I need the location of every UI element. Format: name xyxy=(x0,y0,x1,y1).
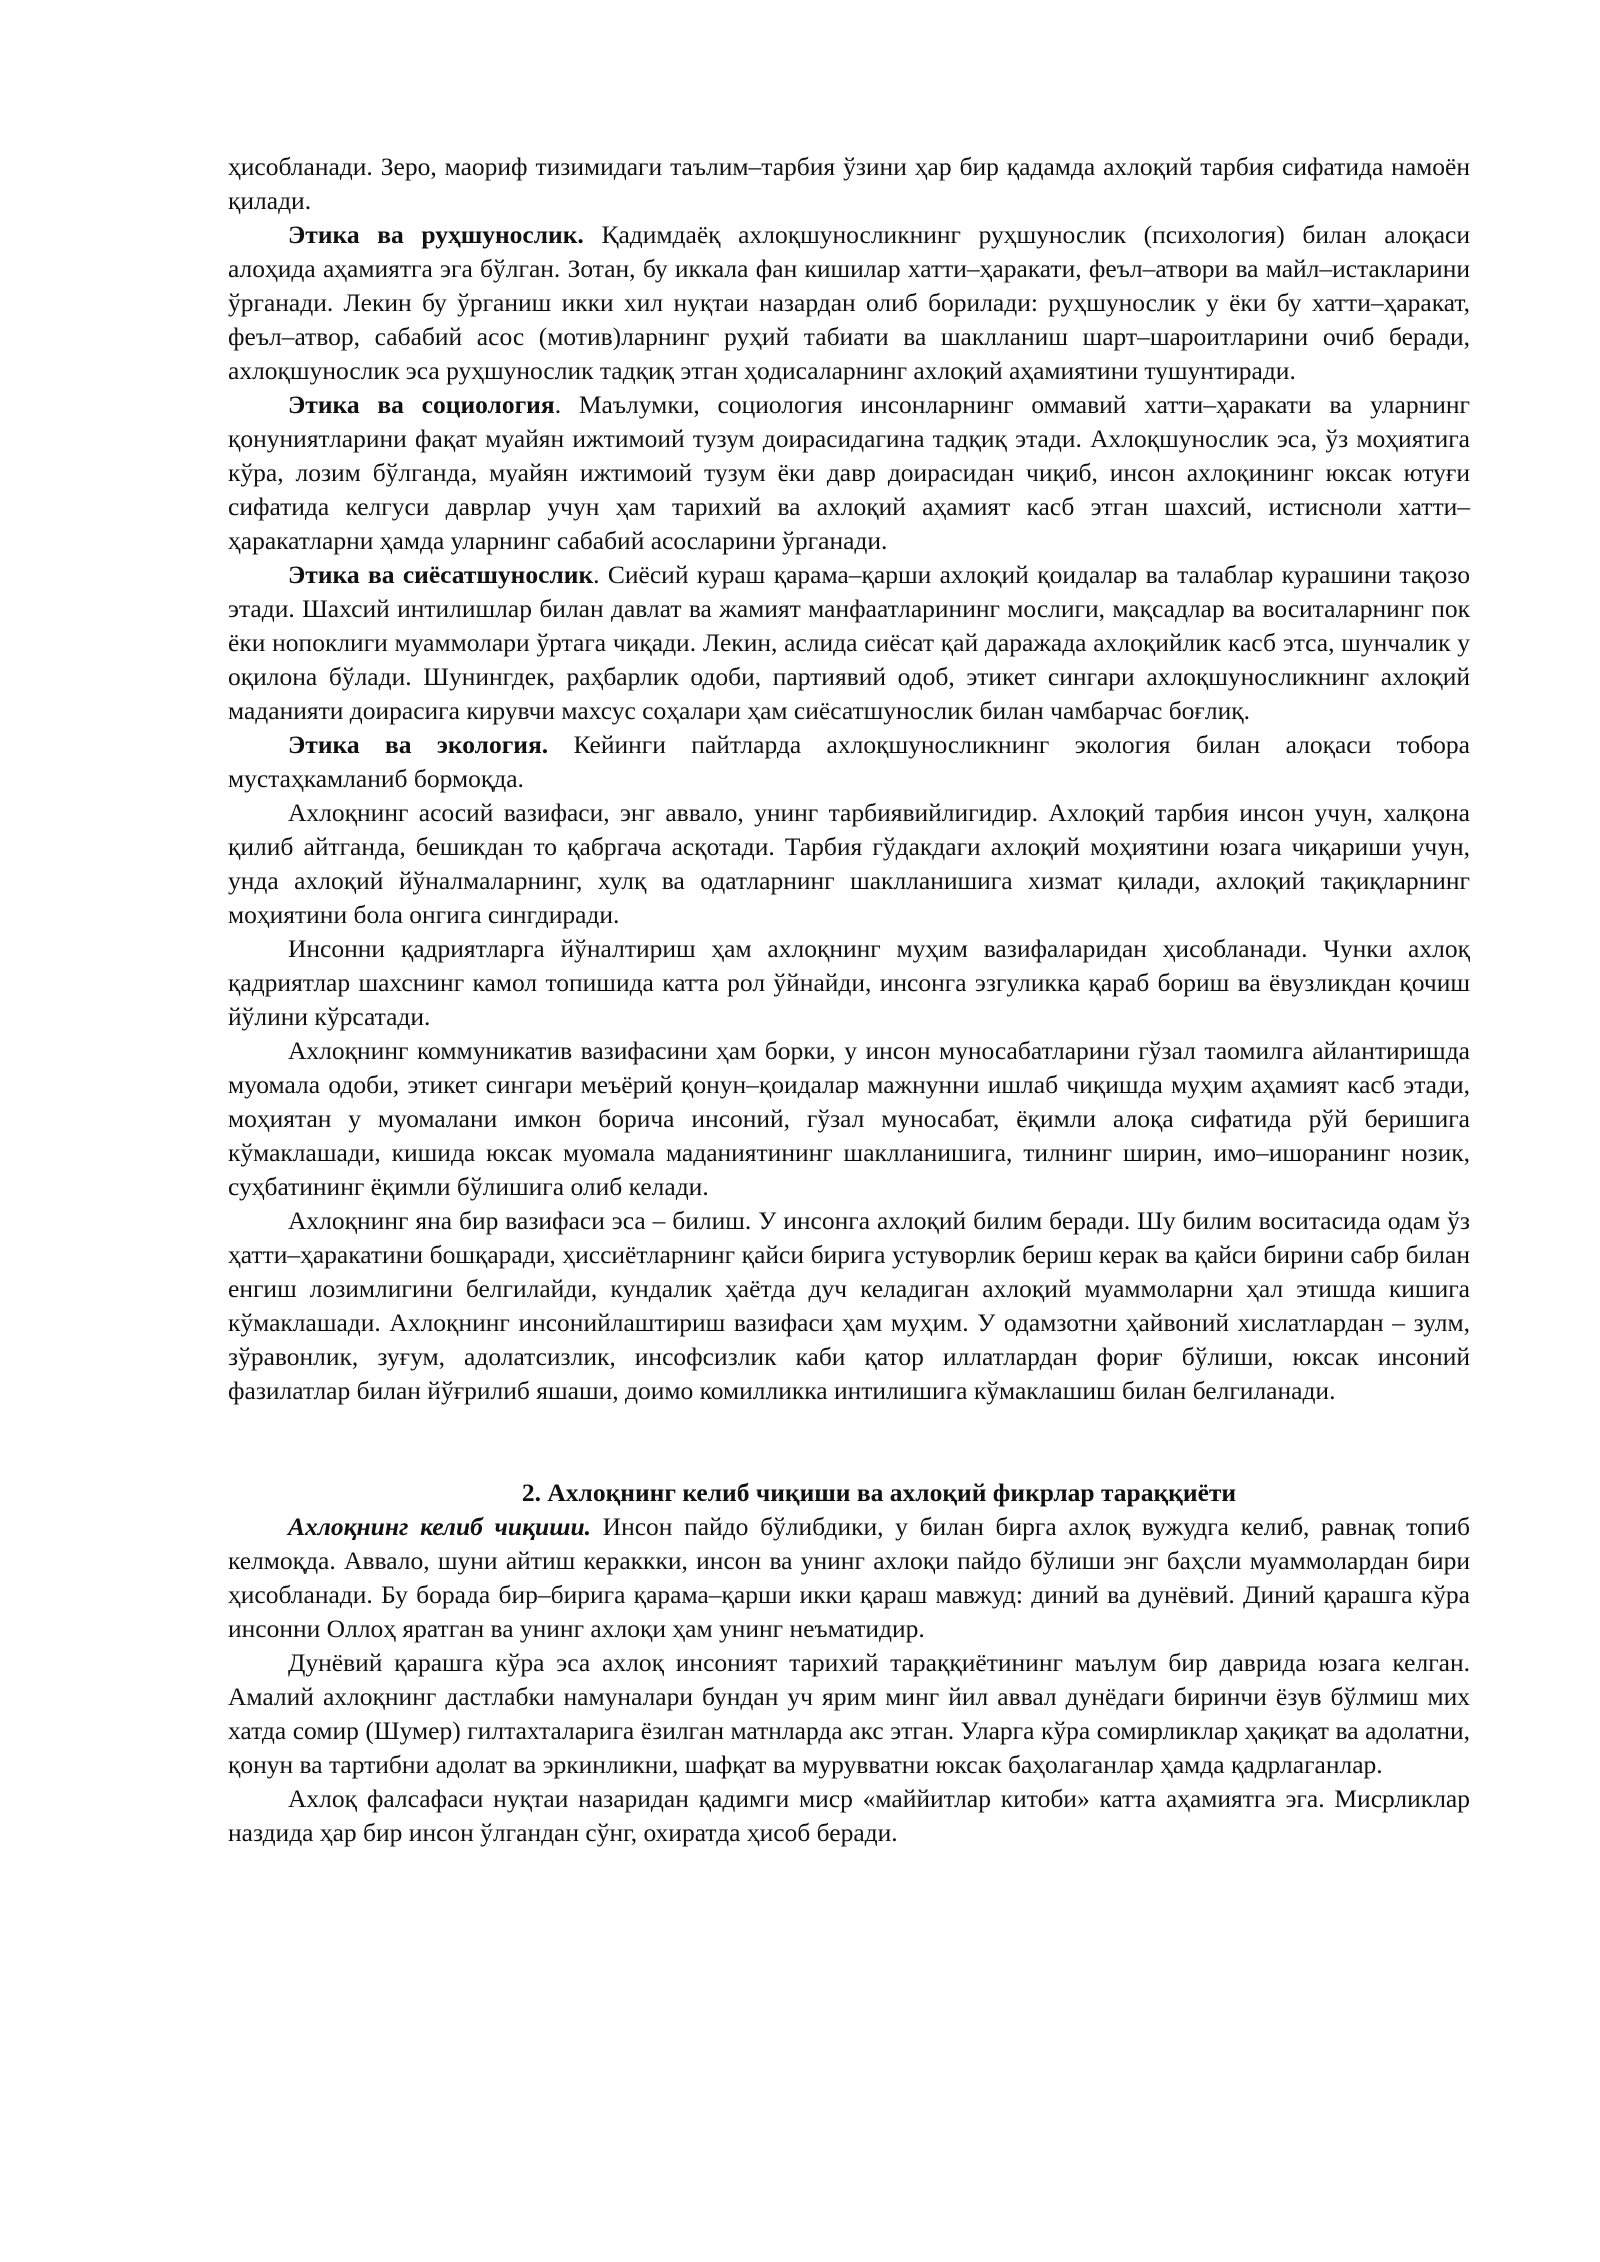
paragraph-lead: Этика ва экология. xyxy=(288,730,549,759)
paragraph-text: . Сиёсий кураш қарама–қарши ахлоқий қоидалар ва талаблар курашини тақозо этади. Шахсий интилишлар билан давлат ва жамият манфаатларининг мослиги, мақсадлар ва воситаларнинг пок ёки нопоклиги муаммолари ўртага чиқади. Лекин, аслида сиёсат қай даражада ахлоқийлик касб этса, шунчалик у оқилона бўлади. Шунингдек, раҳбарлик одоби, партиявий одоб, этикет сингари ахлоқшуносликнинг ахлоқий маданияти доирасига кирувчи махсус соҳалари ҳам сиёсатшунослик билан чамбарчас боғлиқ. xyxy=(228,560,1470,725)
paragraph-ethics-psychology xyxy=(228,218,1470,388)
paragraph-secular-view xyxy=(228,1646,1470,1782)
section-heading: 2. Ахлоқнинг келиб чиқиши ва ахлоқий фикрлар тараққиёти xyxy=(521,1478,1237,1507)
paragraph-lead: Этика ва сиёсатшунослик xyxy=(288,560,594,589)
paragraph-text: Дунёвий қарашга кўра эса ахлоқ инсоният тарихий тараққиётининг маълум бир даврида юзага келган. Амалий ахлоқнинг дастлабки намуналари бундан уч ярим минг йил аввал дунёдаги биринчи ёзув бўлмиш мих хатда сомир (Шумер) гилтахталарига ёзилган матнларда акс этган. Уларга кўра сомирликлар ҳақиқат ва адолатни, қонун ва тартибни адолат ва эркинликни, шафқат ва мурувватни юксак баҳолаганлар ҳамда қадрлаганлар. xyxy=(228,1648,1470,1779)
paragraph-ethics-ecology xyxy=(228,728,1470,796)
paragraph-continuation xyxy=(228,150,1470,218)
paragraph-text: ҳисобланади. Зеро, маориф тизимидаги таълим–тарбия ўзини ҳар бир қадамда ахлоқий тарбия сифатида намоён қилади. xyxy=(228,152,1470,215)
paragraph-text: Кейинги пайтларда ахлоқшуносликнинг экология билан алоқаси тобора мустаҳкамланиб бормоқда. xyxy=(228,730,1470,793)
paragraph-lead: Ахлоқнинг келиб чиқиши. xyxy=(288,1512,592,1541)
paragraph-communicative-function xyxy=(228,1034,1470,1204)
document-page xyxy=(228,150,1470,1850)
paragraph-text: Инсон пайдо бўлибдики, у билан бирга ахлоқ вужудга келиб, равнақ топиб келмоқда. Аввало, шуни айтиш кераккки, инсон ва унинг ахлоқи пайдо бўлиши энг баҳсли муаммолардан бири ҳисобланади. Бу борада бир–бирига қарама–қарши икки қараш мавжуд: диний ва дунёвий. Диний қарашга кўра инсонни Оллоҳ яратган ва унинг ахлоқи ҳам унинг неъматидир. xyxy=(228,1512,1470,1643)
paragraph-values-function xyxy=(228,932,1470,1034)
paragraph-egypt xyxy=(228,1782,1470,1850)
paragraph-text: Ахлоқ фалсафаси нуқтаи назаридан қадимги миср «маййитлар китоби» катта аҳамиятга эга. Мисрликлар наздида ҳар бир инсон ўлгандан сўнг, охиратда ҳисоб беради. xyxy=(228,1784,1470,1847)
paragraph-text: . Маълумки, социология инсонларнинг оммавий хатти–ҳаракати ва уларнинг қонуниятларини фақат муайян ижтимоий тузум доирасидагина тадқиқ этади. Ахлоқшунослик эса, ўз моҳиятига кўра, лозим бўлганда, муайян ижтимоий тузум ёки давр доирасидан чиқиб, инсон ахлоқининг юксак ютуғи сифатида келгуси даврлар учун ҳам тарихий ва ахлоқий аҳамият касб этган шахсий, истисноли хатти–ҳаракатларни ҳамда уларнинг сабабий асосларини ўрганади. xyxy=(228,390,1470,555)
paragraph-cognitive-function xyxy=(228,1204,1470,1408)
paragraph-text: Қадимдаёқ ахлоқшуносликнинг руҳшунослик (психология) билан алоқаси алоҳида аҳамиятга эга бўлган. Зотан, бу иккала фан кишилар хатти–ҳаракати, феъл–атвори ва майл–истакларини ўрганади. Лекин бу ўрганиш икки хил нуқтаи назардан олиб борилади: руҳшунослик у ёки бу хатти–ҳаракат, феъл–атвор, сабабий асос (мотив)ларнинг руҳий табиати ва шаклланиш шарт–шароитларини очиб беради, ахлоқшунослик эса руҳшунослик тадқиқ этган ҳодисаларнинг ахлоқий аҳамиятини тушунтиради. xyxy=(228,220,1471,385)
paragraph-ethics-sociology xyxy=(228,388,1470,558)
paragraph-text: Ахлоқнинг яна бир вазифаси эса – билиш. У инсонга ахлоқий билим беради. Шу билим воситасида одам ўз ҳатти–ҳаракатини бошқаради, ҳиссиётларнинг қайси бирига устуворлик бериш керак ва қайси бирини сабр билан енгиш лозимлигини белгилайди, кундалик ҳаётда дуч келадиган ахлоқий муаммоларни ҳал этишда кишига кўмаклашади. Ахлоқнинг инсонийлаштириш вазифаси ҳам муҳим. У одамзотни ҳайвоний хислатлардан – зулм, зўравонлик, зуғум, адолатсизлик, инсофсизлик каби қатор иллатлардан фориғ бўлиши, юксак инсоний фазилатлар билан йўғрилиб яшаши, доимо комилликка интилишига кўмаклашиш билан белгиланади. xyxy=(228,1206,1470,1405)
paragraph-ethics-politics xyxy=(228,558,1470,728)
paragraph-text: Ахлоқнинг асосий вазифаси, энг аввало, унинг тарбиявийлигидир. Ахлоқий тарбия инсон учун, халқона қилиб айтганда, бешикдан то қабргача асқотади. Тарбия гўдакдаги ахлоқий моҳиятини юзага чиқариши учун, унда ахлоқий йўналмаларнинг, хулқ ва одатларнинг шаклланишига хизмат қилади, ахлоқий тақиқларнинг моҳиятини бола онгига сингдиради. xyxy=(228,798,1470,929)
paragraph-educational-function xyxy=(228,796,1470,932)
paragraph-origin-of-morality xyxy=(228,1510,1470,1646)
paragraph-lead: Этика ва социология xyxy=(288,390,555,419)
paragraph-text: Инсонни қадриятларга йўналтириш ҳам ахлоқнинг муҳим вазифаларидан ҳисобланади. Чунки ахлоқ қадриятлар шахснинг камол топишида катта рол ўйнайди, инсонга эзгуликка қараб бориш ва ёвузликдан қочиш йўлини кўрсатади. xyxy=(228,934,1470,1031)
section-spacer xyxy=(228,1408,1470,1476)
paragraph-text: Ахлоқнинг коммуникатив вазифасини ҳам борки, у инсон муносабатларини гўзал таомилга айлантиришда муомала одоби, этикет сингари меъёрий қонун–қоидалар мажнунни ишлаб чиқишда муҳим аҳамият касб этади, моҳиятан у муомалани имкон борича инсоний, гўзал муносабат, ёқимли алоқа сифатида рўй беришига кўмаклашади, кишида юксак муомала маданиятининг шаклланишига, тилнинг ширин, имо–ишоранинг нозик, суҳбатининг ёқимли бўлишига олиб келади. xyxy=(228,1036,1470,1201)
paragraph-lead: Этика ва руҳшунослик. xyxy=(288,220,584,249)
